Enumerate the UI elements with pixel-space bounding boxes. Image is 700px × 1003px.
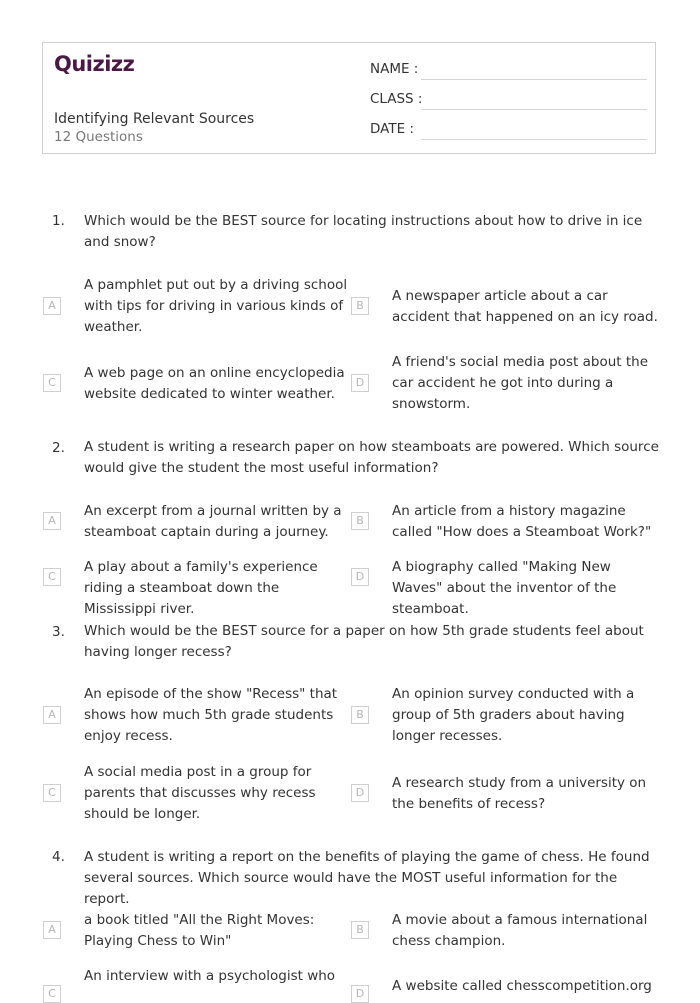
worksheet-header	[42, 42, 656, 154]
option-badge-d: D	[351, 374, 369, 392]
option-text: A pamphlet put out by a driving school with tips for driving in various kinds of weather.	[84, 277, 348, 335]
worksheet-title: Identifying Relevant Sources	[54, 111, 255, 127]
option-text: A newspaper article about a car accident that happened on an icy road.	[392, 288, 658, 325]
question-text: A student is writing a report on the benefits of playing the game of chess. He found several sources. Which source would have the MOST useful information for the report.	[84, 849, 650, 907]
option-text: a book titled "All the Right Moves: Playing Chess to Win"	[84, 912, 315, 949]
option-badge-d: D	[351, 784, 369, 802]
option-badge-c: C	[43, 784, 61, 802]
option-badge-c: C	[43, 568, 61, 586]
option-text: A play about a family's experience riding a steamboat down the Mississippi river.	[84, 559, 318, 617]
option-badge-b: B	[351, 297, 369, 315]
question-text: A student is writing a research paper on how steamboats are powered. Which source would give the student the most useful information?	[84, 439, 659, 476]
question-number: 1.	[52, 213, 65, 229]
question-count: 12 Questions	[54, 129, 143, 145]
question-text: Which would be the BEST source for a paper on how 5th grade students feel about having longer recess?	[84, 623, 644, 660]
option-text: A movie about a famous international chess champion.	[392, 912, 648, 949]
name-line	[421, 79, 647, 80]
class-label: CLASS :	[370, 91, 423, 107]
option-text: A website called chesscompetition.org	[392, 978, 652, 994]
question-text: Which would be the BEST source for locating instructions about how to drive in ice and snow?	[84, 213, 643, 250]
date-line	[421, 139, 647, 140]
option-badge-c: C	[43, 374, 61, 392]
option-text: An excerpt from a journal written by a steamboat captain during a journey.	[84, 503, 342, 540]
option-badge-a: A	[43, 512, 61, 530]
option-badge-d: D	[351, 985, 369, 1003]
question-number: 2.	[52, 440, 65, 456]
option-text: A friend's social media post about the car accident he got into during a snowstorm.	[392, 354, 649, 412]
option-badge-d: D	[351, 568, 369, 586]
question-number: 4.	[52, 849, 65, 865]
option-text: A social media post in a group for parents that discusses why recess should be longer.	[84, 764, 316, 822]
option-text: A research study from a university on the benefits of recess?	[392, 775, 647, 812]
name-label: NAME :	[370, 61, 419, 77]
option-badge-b: B	[351, 706, 369, 724]
option-badge-a: A	[43, 297, 61, 315]
option-text: A biography called "Making New Waves" about the inventor of the steamboat.	[392, 559, 617, 617]
option-badge-c: C	[43, 985, 61, 1003]
option-badge-b: B	[351, 921, 369, 939]
class-line	[421, 109, 647, 110]
quizizz-logo: Quizizz	[54, 52, 135, 76]
option-text: An episode of the show "Recess" that shows how much 5th grade students enjoy recess.	[84, 686, 338, 744]
option-text: An opinion survey conducted with a group of 5th graders about having longer recesses.	[392, 686, 635, 744]
option-badge-a: A	[43, 921, 61, 939]
option-text: A web page on an online encyclopedia website dedicated to winter weather.	[84, 365, 345, 402]
option-badge-a: A	[43, 706, 61, 724]
option-text: An interview with a psychologist who	[84, 968, 336, 984]
date-label: DATE :	[370, 121, 414, 137]
question-number: 3.	[52, 624, 65, 640]
option-badge-b: B	[351, 512, 369, 530]
option-text: An article from a history magazine called "How does a Steamboat Work?"	[392, 503, 652, 540]
